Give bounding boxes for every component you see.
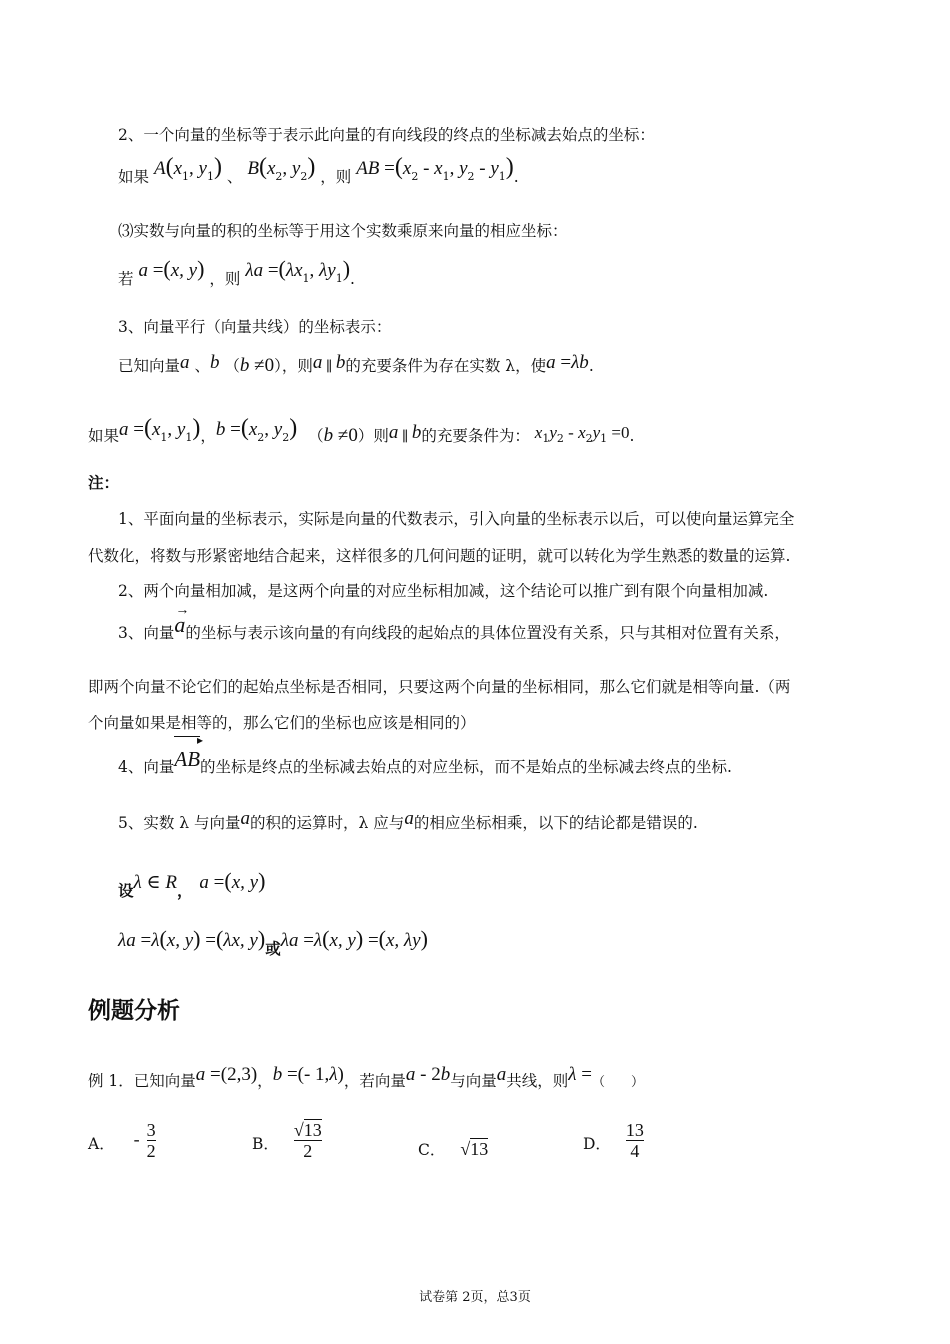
option-A[interactable]: A． - $\frac{3}{2}$ — [88, 1120, 156, 1161]
formula-line-set: 设λ ∈ R， a =(x, y) — [118, 868, 266, 900]
note-5: 5、实数 λ 与向量a的积的运算时，λ 应与a的相应坐标相乘，以下的结论都是错误的. — [118, 808, 698, 832]
note-label: 注： — [88, 473, 120, 492]
option-C[interactable]: C． √13 — [418, 1139, 489, 1159]
section-title: 例题分析 — [88, 998, 180, 1024]
note-2: 2、两个向量相加减，是这两个向量的对应坐标相加减，这个结论可以推广到有限个向量相加减. — [118, 582, 769, 600]
page-footer: 试卷第 2页，总3页 — [419, 1290, 531, 1305]
paragraph-coord-difference: 2、一个向量的坐标等于表示此向量的有向线段的终点的坐标减去始点的坐标： — [118, 126, 655, 144]
note-3-line-2: 即两个向量不论它们的起始点坐标是否相同，只要这两个向量的坐标相同，那么它们就是相等向量.（两 — [88, 678, 791, 696]
note-4: 4、向量AB ▸ 的坐标是终点的坐标减去始点的对应坐标，而不是始点的坐标减去终点的坐标. — [118, 733, 732, 776]
example-1-question: 例 1．已知向量a =(2,3)，b =(- 1,λ)，若向量a - 2b与向量a共线，则λ =（ ） — [88, 1064, 644, 1090]
formula-line-lambda-a: 若 a =(x, y) ，则 $\lambda a =(\lambda x_1$, $\lambda y_1$). — [118, 256, 355, 288]
note-3-line-1: 3、向量a → 的坐标与表示该向量的有向线段的起始点的具体位置没有关系，只与其相对位置有关系， — [118, 603, 790, 642]
formula-line-parallel-coords: 如果$a =(x_1$, $y_1$)，$b =(x_2$, $y_2$) （b ≠0）则a ∥ b的充要条件为： $x_1y_2 - x_2y_1 =0$. — [88, 415, 635, 446]
note-1-line-2: 代数化，将数与形紧密地结合起来，这样很多的几何问题的证明，就可以转化为学生熟悉的数量的运算. — [88, 547, 791, 565]
option-B[interactable]: B． $\frac{√13}{2}$ — [252, 1120, 322, 1161]
note-1-line-1: 1、平面向量的坐标表示，实际是向量的代数表示，引入向量的坐标表示以后，可以使向量运算完全 — [118, 510, 795, 528]
formula-line-wrong-results: λa =λ(x, y) =(λx, y)或λa =λ(x, y) =(x, λy) — [118, 926, 428, 958]
paragraph-scalar-product: ⑶实数与向量的积的坐标等于用这个实数乘原来向量的相应坐标： — [118, 222, 568, 240]
formula-line-parallel-condition: 已知向量a 、b （b ≠0），则a ∥ b的充要条件为存在实数 λ，使a =λb. — [118, 352, 594, 376]
formula-line-AB: 如果 $A(x_1$, $y_1$) 、 $B(x_2$, $y_2$) ，则 AB $=(x_2 - x_1$, $y_2 - y_1$). — [118, 154, 519, 186]
note-3-line-3: 个向量如果是相等的，那么它们的坐标也应该是相同的） — [88, 714, 476, 732]
option-D[interactable]: D． $\frac{13}{4}$ — [583, 1120, 644, 1161]
subheading-parallel: 3、向量平行（向量共线）的坐标表示： — [118, 318, 392, 336]
